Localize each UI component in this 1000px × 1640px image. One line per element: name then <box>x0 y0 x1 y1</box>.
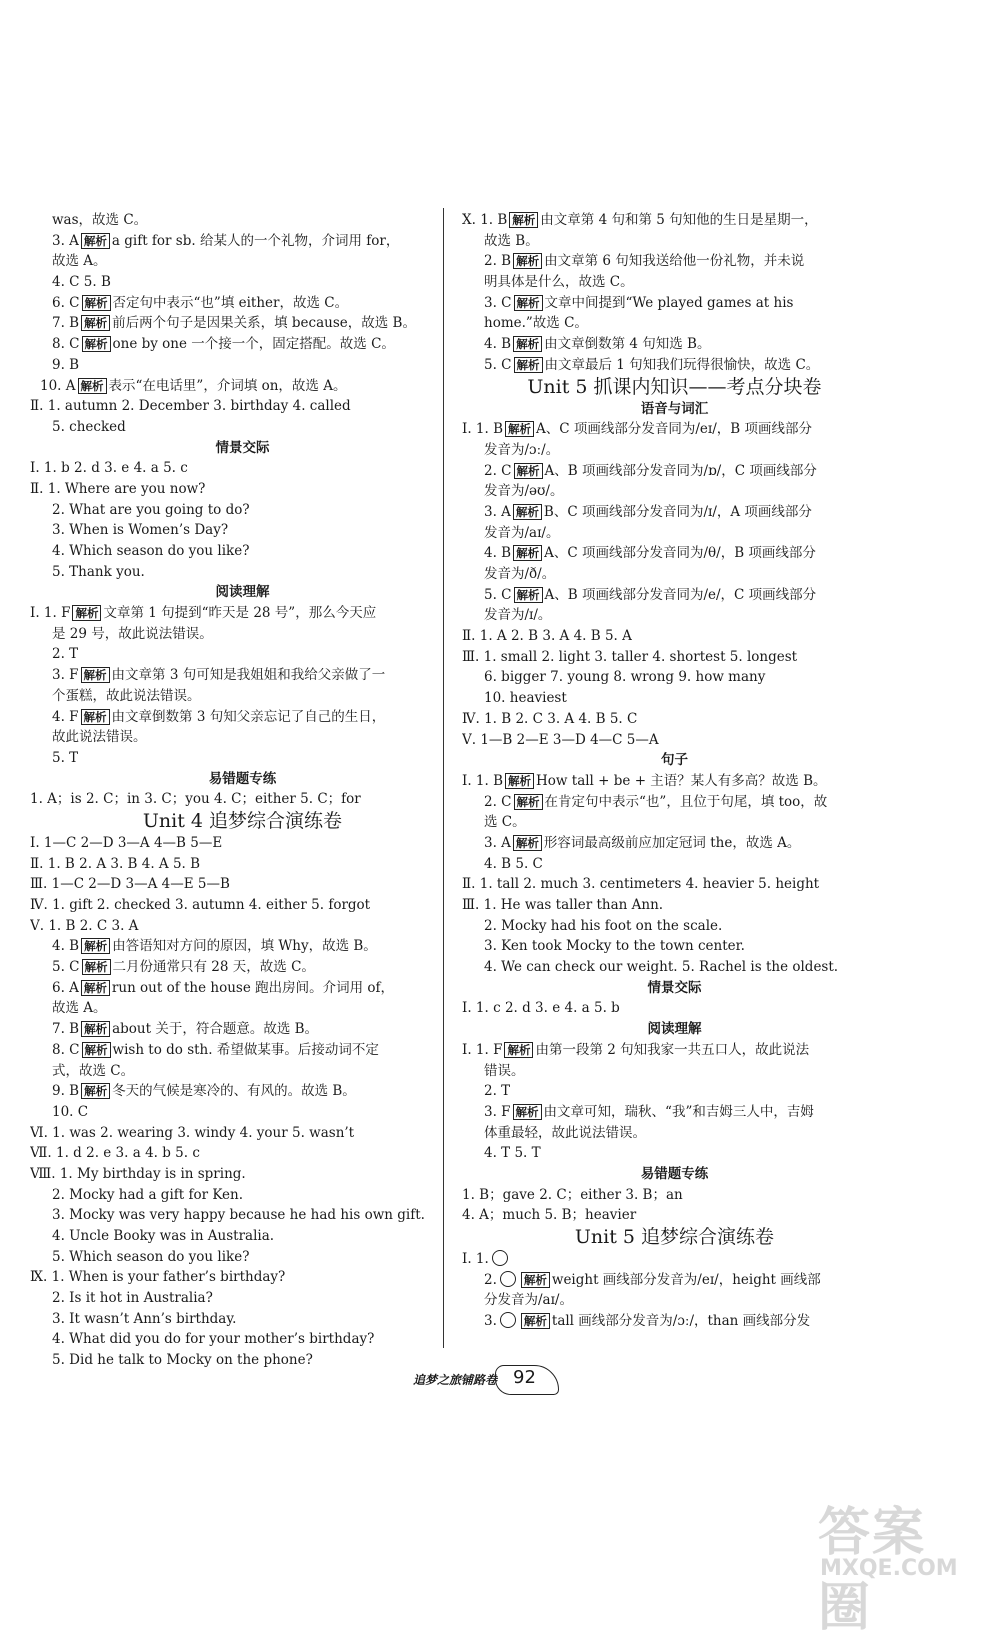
explanation-text: A、C 项画线部分发音同为/θ/，B 项画线部分 <box>544 545 816 562</box>
answer-text: 5. Thank you. <box>52 563 145 580</box>
analysis-tag: 解析 <box>513 835 542 851</box>
page-number: 92 <box>513 1367 536 1388</box>
answer-text: 3. A <box>484 503 511 520</box>
explanation-text: one by one 一个接一个，固定搭配。故选 C。 <box>112 336 395 353</box>
answer-line <box>30 417 455 438</box>
answer-line <box>462 293 887 314</box>
answer-text: 10. heaviest <box>484 690 567 707</box>
answer-line <box>30 603 455 624</box>
answer-line <box>462 730 887 751</box>
answer-text: Ⅱ. 1. autumn 2. December 3. birthday 4. called <box>30 398 351 415</box>
explanation-text: B、C 项画线部分发音同为/ɪ/，A 项画线部分 <box>543 503 812 520</box>
answer-line <box>462 564 887 585</box>
answer-text: 分发音为/aɪ/。 <box>484 1292 573 1309</box>
answer-text: Ⅴ. 1. B 2. C 3. A <box>30 917 139 934</box>
answer-text: 2. C <box>484 462 512 479</box>
answer-line <box>30 396 455 417</box>
answer-line <box>30 520 455 541</box>
answer-line <box>462 667 887 688</box>
answer-line <box>462 895 887 916</box>
answer-line <box>462 916 887 937</box>
answer-line <box>462 998 887 1019</box>
section-heading <box>30 769 455 790</box>
answer-text: Ⅳ. 1. gift 2. checked 3. autumn 4. either 5. forgot <box>30 897 371 913</box>
answer-line <box>462 833 887 854</box>
answer-text: 5. Did he talk to Mocky on the phone? <box>52 1352 313 1369</box>
answer-text: Ⅱ. 1. tall 2. much 3. centimeters 4. heavier 5. height <box>462 876 820 893</box>
answer-line <box>462 771 887 792</box>
answer-text: 9. B <box>52 1083 80 1100</box>
answer-line <box>462 1270 887 1291</box>
answer-text: 4. T 5. T <box>484 1145 541 1162</box>
answer-text: Ⅴ. 1—B 2—E 3—D 4—C 5—A <box>462 731 659 748</box>
answer-line <box>30 1247 455 1268</box>
answer-text: 2. Is it hot in Australia? <box>52 1290 213 1307</box>
answer-text: 故选 A。 <box>52 1000 107 1017</box>
answer-text: 4. B <box>484 545 512 562</box>
answer-line <box>30 686 455 707</box>
answer-text: 4. B <box>484 336 512 353</box>
answer-line <box>462 210 887 231</box>
answer-line <box>462 1143 887 1164</box>
answer-text: 2. T <box>484 1083 511 1100</box>
analysis-tag: 解析 <box>81 233 110 249</box>
analysis-tag: 解析 <box>509 212 538 228</box>
answer-text: 5. C <box>52 959 80 976</box>
smiley-face-icon <box>492 1250 508 1266</box>
answer-line <box>30 1309 455 1330</box>
answer-line <box>30 1102 455 1123</box>
explanation-text: A、B 项画线部分发音同为/e/，C 项画线部分 <box>544 586 817 603</box>
answer-text: 4. Uncle Booky was in Australia. <box>52 1228 275 1244</box>
answer-text: 阅读理解 <box>647 1021 702 1038</box>
answer-line <box>30 1019 455 1040</box>
answer-line <box>462 854 887 875</box>
section-heading <box>30 582 455 603</box>
answer-text: Ⅱ. 1. B 2. A 3. B 4. A 5. B <box>30 855 201 872</box>
smiley-face-icon <box>500 1271 516 1287</box>
analysis-tag: 解析 <box>521 1313 550 1329</box>
unit-title <box>30 810 455 833</box>
answer-line <box>462 334 887 355</box>
column-divider <box>443 208 444 1348</box>
answer-text: Ⅲ. 1—C 2—D 3—A 4—E 5—B <box>30 876 230 893</box>
answer-text: Ⅱ. 1. Where are you now? <box>30 480 206 497</box>
answer-line <box>30 874 455 895</box>
answer-line <box>462 440 887 461</box>
answer-text: 3. C <box>484 294 512 311</box>
explanation-text: 由文章第 6 句知我送给他一份礼物，并未说 <box>544 253 805 270</box>
explanation-text: 在肯定句中表示“也”，且位于句尾，填 too，故 <box>544 793 828 810</box>
answer-text: 是 29 号，故此说法错误。 <box>52 625 213 642</box>
answer-text: 易错题专练 <box>640 1165 709 1182</box>
answer-text: 5. T <box>52 749 79 766</box>
answer-line <box>462 688 887 709</box>
answer-text: 故选 A。 <box>52 253 107 270</box>
answer-text: Ⅰ. 1. B <box>462 421 504 438</box>
answer-text: Ⅸ. 1. When is your father’s birthday? <box>30 1269 286 1286</box>
answer-line <box>462 626 887 647</box>
analysis-tag: 解析 <box>514 794 543 810</box>
explanation-text: How tall + be + 主语？某人有多高？故选 B。 <box>536 772 827 789</box>
analysis-tag: 解析 <box>514 463 543 479</box>
answer-text: Unit 5 抓课内知识——考点分块卷 <box>527 375 822 398</box>
answer-line <box>30 541 455 562</box>
explanation-text: 表示“在电话里”，介词填 on，故选 A。 <box>108 377 347 394</box>
answer-text: Ⅰ. 1. c 2. d 3. e 4. a 5. b <box>462 1000 620 1017</box>
answer-text: 句子 <box>661 752 688 769</box>
answer-text: 10. C <box>52 1103 89 1120</box>
answer-text: 2. B <box>484 253 512 270</box>
answer-line <box>30 251 455 272</box>
answer-text: 3. Ken took Mocky to the town center. <box>484 938 745 955</box>
answer-line <box>462 1185 887 1206</box>
page-footer <box>0 1363 1000 1403</box>
answer-text: 7. B <box>52 1021 80 1038</box>
answer-text: home.”故选 C。 <box>484 315 588 332</box>
answer-line <box>30 665 455 686</box>
answer-line <box>462 874 887 895</box>
answer-line <box>462 1061 887 1082</box>
answer-text: 6. bigger 7. young 8. wrong 9. how many <box>484 669 766 686</box>
explanation-text: a gift for sb. 给某人的一个礼物，介词用 for， <box>111 232 400 249</box>
analysis-tag: 解析 <box>81 667 110 683</box>
answer-line <box>30 624 455 645</box>
answer-line <box>30 1123 455 1144</box>
answer-text: Ⅳ. 1. B 2. C 3. A 4. B 5. C <box>462 710 638 727</box>
answer-line <box>30 231 455 252</box>
section-heading <box>462 978 887 999</box>
answer-text: 4. What did you do for your mother’s birthday? <box>52 1331 375 1348</box>
explanation-text: 由答语知对方问的原因，填 Why，故选 B。 <box>112 938 377 955</box>
answer-line <box>30 458 455 479</box>
answer-text: 4. C 5. B <box>52 274 111 291</box>
answer-line <box>462 957 887 978</box>
explanation-text: 由第一段第 2 句知我家一共五口人，故此说法 <box>535 1041 810 1058</box>
answer-text: 阅读理解 <box>215 584 270 601</box>
answer-line <box>462 1205 887 1226</box>
answer-line <box>462 792 887 813</box>
explanation-text: weight 画线部分发音为/eɪ/，height 画线部 <box>551 1271 821 1288</box>
answer-text: was，故选 C。 <box>52 212 148 228</box>
answer-text: 语音与词汇 <box>640 400 709 417</box>
answer-text: 2. <box>484 1271 497 1288</box>
answer-text: 5. C <box>484 586 512 603</box>
explanation-text: 文章中间提到“We played games at his <box>544 294 794 311</box>
answer-text: Ⅰ. 1. B <box>462 772 504 789</box>
answer-line <box>30 334 455 355</box>
answer-line <box>30 854 455 875</box>
answer-text: 1. B；gave 2. C；either 3. B；an <box>462 1186 683 1203</box>
explanation-text: 前后两个句子是因果关系，填 because，故选 B。 <box>112 315 416 332</box>
answer-line <box>30 210 455 231</box>
analysis-tag: 解析 <box>82 336 111 352</box>
brand-logo: 追梦之旅铺路卷 <box>413 1373 498 1387</box>
answer-text: 2. Mocky had his foot on the scale. <box>484 917 723 934</box>
answer-text: 4. B <box>52 938 80 955</box>
answer-text: 式，故选 C。 <box>52 1062 135 1079</box>
answer-text: Ⅰ. 1. <box>462 1251 489 1267</box>
answer-line <box>30 293 455 314</box>
analysis-tag: 解析 <box>504 1042 533 1058</box>
answer-line <box>462 585 887 606</box>
answer-text: 3. It wasn’t Ann’s birthday. <box>52 1310 237 1327</box>
explanation-text: 由文章倒数第 4 句知选 B。 <box>544 336 711 353</box>
answer-text: 发音为/əʊ/。 <box>484 483 564 500</box>
answer-line <box>30 1267 455 1288</box>
analysis-tag: 解析 <box>82 1042 111 1058</box>
answer-line <box>462 502 887 523</box>
answer-text: 体重最轻，故此说法错误。 <box>484 1124 646 1141</box>
analysis-tag: 解析 <box>513 504 542 520</box>
explanation-text: 形容词最高级前应加定冠词 the，故选 A。 <box>543 834 801 851</box>
answer-text: 3. When is Women’s Day? <box>52 522 229 539</box>
answer-text: Ⅷ. 1. My birthday is in spring. <box>30 1165 246 1182</box>
answer-text: 2. What are you going to do? <box>52 501 250 518</box>
answer-line <box>30 1143 455 1164</box>
answer-text: 5. C <box>484 356 512 373</box>
section-heading <box>462 1019 887 1040</box>
answer-text: 4. Which season do you like? <box>52 543 250 559</box>
explanation-text: tall 画线部分发音为/ɔː/，than 画线部分发 <box>551 1313 811 1330</box>
answer-text: 2. Mocky had a gift for Ken. <box>52 1186 244 1203</box>
watermark <box>818 1490 968 1638</box>
answer-text: Ⅶ. 1. d 2. e 3. a 4. b 5. c <box>30 1145 200 1162</box>
answer-line <box>30 500 455 521</box>
unit-title <box>462 376 887 399</box>
answer-text: 2. T <box>52 646 79 663</box>
section-heading <box>462 750 887 771</box>
answer-text: 5. Which season do you like? <box>52 1248 250 1265</box>
answer-text: 5. checked <box>52 418 126 435</box>
analysis-tag: 解析 <box>81 938 110 954</box>
answer-line <box>30 313 455 334</box>
explanation-text: 冬天的气候是寒冷的、有风的。故选 B。 <box>112 1083 356 1100</box>
answer-line <box>462 647 887 668</box>
analysis-tag: 解析 <box>514 357 543 373</box>
answer-text: Ⅲ. 1. He was taller than Ann. <box>462 897 664 913</box>
answer-text: 错误。 <box>484 1062 525 1079</box>
answer-text: 情景交际 <box>215 439 270 456</box>
answer-line <box>462 313 887 334</box>
answer-text: Ⅱ. 1. A 2. B 3. A 4. B 5. A <box>462 628 632 645</box>
analysis-tag: 解析 <box>514 295 543 311</box>
answer-line <box>30 978 455 999</box>
answer-text: 6. C <box>52 294 80 311</box>
answer-text: 发音为/ɔː/。 <box>484 441 560 458</box>
answer-text: Ⅹ. 1. B <box>462 212 508 228</box>
answer-line <box>30 1288 455 1309</box>
answer-line <box>30 833 455 854</box>
answer-line <box>462 481 887 502</box>
answer-line <box>462 1290 887 1311</box>
answer-text: Unit 5 追梦综合演练卷 <box>574 1226 775 1248</box>
analysis-tag: 解析 <box>81 980 110 996</box>
answer-text: 8. C <box>52 336 80 353</box>
answer-text: 3. Mocky was very happy because he had his own gift. <box>52 1207 425 1224</box>
watermark-url: MXQE.COM <box>820 1556 958 1581</box>
answer-text: 故选 B。 <box>484 232 539 249</box>
answer-text: 易错题专练 <box>208 770 277 787</box>
answer-line <box>462 251 887 272</box>
answer-text: Ⅰ. 1. F <box>30 605 71 622</box>
answer-line <box>30 376 455 397</box>
explanation-text: wish to do sth. 希望做某事。后接动词不定 <box>112 1041 379 1058</box>
answer-line <box>462 709 887 730</box>
explanation-text: 由文章可知，瑞秋、“我”和吉姆三人中，吉姆 <box>543 1103 814 1120</box>
answer-line <box>462 1123 887 1144</box>
answer-line <box>30 355 455 376</box>
analysis-tag: 解析 <box>521 1272 550 1288</box>
analysis-tag: 解析 <box>72 605 101 621</box>
answer-text: 2. C <box>484 793 512 810</box>
watermark-logo: 答案圈 <box>818 1503 927 1638</box>
answer-line <box>30 936 455 957</box>
answer-text: 选 C。 <box>484 814 526 831</box>
answer-line <box>462 272 887 293</box>
answer-line <box>30 727 455 748</box>
analysis-tag: 解析 <box>505 773 534 789</box>
answer-text: 1. A；is 2. C；in 3. C；you 4. C；either 5. C；for <box>30 791 361 808</box>
answer-line <box>30 998 455 1019</box>
analysis-tag: 解析 <box>82 295 111 311</box>
answer-text: 3. A <box>52 232 79 249</box>
explanation-text: 否定句中表示“也”填 either，故选 C。 <box>112 294 349 311</box>
answer-text: 情景交际 <box>647 979 702 996</box>
answer-line <box>462 1102 887 1123</box>
answer-text: 3. F <box>52 667 79 684</box>
answer-text: 个蛋糕，故此说法错误。 <box>52 687 201 704</box>
analysis-tag: 解析 <box>505 421 534 437</box>
explanation-text: 二月份通常只有 28 天，故选 C。 <box>112 959 315 976</box>
answer-line <box>30 479 455 500</box>
analysis-tag: 解析 <box>513 336 542 352</box>
analysis-tag: 解析 <box>81 1021 110 1037</box>
answer-line <box>462 231 887 252</box>
explanation-text: run out of the house 跑出房间。介词用 of， <box>111 979 395 996</box>
answer-line <box>30 957 455 978</box>
analysis-tag: 解析 <box>513 545 542 561</box>
explanation-text: A、C 项画线部分发音同为/eɪ/，B 项画线部分 <box>536 421 813 438</box>
answer-line <box>30 1040 455 1061</box>
answer-line <box>462 1040 887 1061</box>
answer-line <box>30 707 455 728</box>
unit-title <box>462 1226 887 1249</box>
answer-text: 6. A <box>52 979 79 996</box>
section-heading <box>30 438 455 459</box>
answer-line <box>462 419 887 440</box>
explanation-text: 文章第 1 句提到“昨天是 28 号”，那么今天应 <box>103 605 377 622</box>
analysis-tag: 解析 <box>513 253 542 269</box>
answer-text: Unit 4 追梦综合演练卷 <box>142 809 343 832</box>
answer-line <box>30 748 455 769</box>
answer-text: 发音为/ð/。 <box>484 566 556 582</box>
analysis-tag: 解析 <box>81 709 110 725</box>
answer-text: 10. A <box>40 377 76 394</box>
explanation-text: 由文章第 3 句可知是我姐姐和我给父亲做了一 <box>111 667 386 684</box>
smiley-face-icon <box>500 1312 516 1328</box>
right-column <box>462 210 887 1332</box>
answer-text: 8. C <box>52 1041 80 1058</box>
answer-text: Ⅰ. 1. F <box>462 1041 503 1058</box>
answer-text: Ⅲ. 1. small 2. light 3. taller 4. shortest 5. longest <box>462 648 798 665</box>
explanation-text: about 关于，符合题意。故选 B。 <box>112 1021 319 1038</box>
section-heading <box>462 399 887 420</box>
answer-text: 9. B <box>52 356 80 373</box>
section-heading <box>462 1164 887 1185</box>
analysis-tag: 解析 <box>513 1104 542 1120</box>
answer-line <box>30 562 455 583</box>
analysis-tag: 解析 <box>81 315 110 331</box>
answer-line <box>30 1081 455 1102</box>
answer-line <box>30 895 455 916</box>
analysis-tag: 解析 <box>82 959 111 975</box>
answer-text: 4. A；much 5. B；heavier <box>462 1207 637 1224</box>
answer-line <box>462 812 887 833</box>
answer-text: 4. We can check our weight. 5. Rachel is the oldest. <box>484 959 839 976</box>
answer-line <box>30 1185 455 1206</box>
answer-line <box>30 644 455 665</box>
answer-line <box>462 355 887 376</box>
answer-text: 发音为/aɪ/。 <box>484 524 560 541</box>
answer-line <box>462 543 887 564</box>
left-column <box>30 210 455 1371</box>
answer-line <box>30 916 455 937</box>
answer-line <box>30 789 455 810</box>
answer-text: 3. F <box>484 1103 511 1120</box>
answer-line <box>30 1061 455 1082</box>
answer-line <box>462 936 887 957</box>
analysis-tag: 解析 <box>81 1083 110 1099</box>
answer-text: Ⅰ. 1—C 2—D 3—A 4—B 5—E <box>30 834 223 851</box>
answer-line <box>462 1311 887 1332</box>
answer-text: 明具体是什么，故选 C。 <box>484 274 634 291</box>
answer-line <box>30 1164 455 1185</box>
answer-text: 7. B <box>52 315 80 332</box>
answer-text: 故此说法错误。 <box>52 729 147 746</box>
answer-text: 4. F <box>52 708 79 725</box>
explanation-text: 由文章第 4 句和第 5 句知他的生日是星期一， <box>540 212 818 228</box>
answer-line <box>462 605 887 626</box>
answer-line <box>462 523 887 544</box>
answer-text: 发音为/ɪ/。 <box>484 607 552 624</box>
answer-line <box>462 461 887 482</box>
answer-line <box>462 1081 887 1102</box>
answer-text: 3. A <box>484 834 511 851</box>
answer-line <box>30 1226 455 1247</box>
answer-line <box>462 1249 887 1270</box>
answer-text: 4. B 5. C <box>484 855 543 872</box>
answer-text: Ⅵ. 1. was 2. wearing 3. windy 4. your 5. wasn’t <box>30 1124 355 1141</box>
explanation-text: 由文章倒数第 3 句知父亲忘记了自己的生日， <box>111 708 386 725</box>
analysis-tag: 解析 <box>78 378 107 394</box>
answer-text: 3. <box>484 1313 497 1330</box>
answer-line <box>30 1329 455 1350</box>
explanation-text: 由文章最后 1 句知我们玩得很愉快，故选 C。 <box>544 356 820 373</box>
answer-line <box>30 1205 455 1226</box>
answer-text: Ⅰ. 1. b 2. d 3. e 4. a 5. c <box>30 460 188 477</box>
analysis-tag: 解析 <box>514 587 543 603</box>
answer-line <box>30 272 455 293</box>
explanation-text: A、B 项画线部分发音同为/ɒ/，C 项画线部分 <box>544 462 817 479</box>
